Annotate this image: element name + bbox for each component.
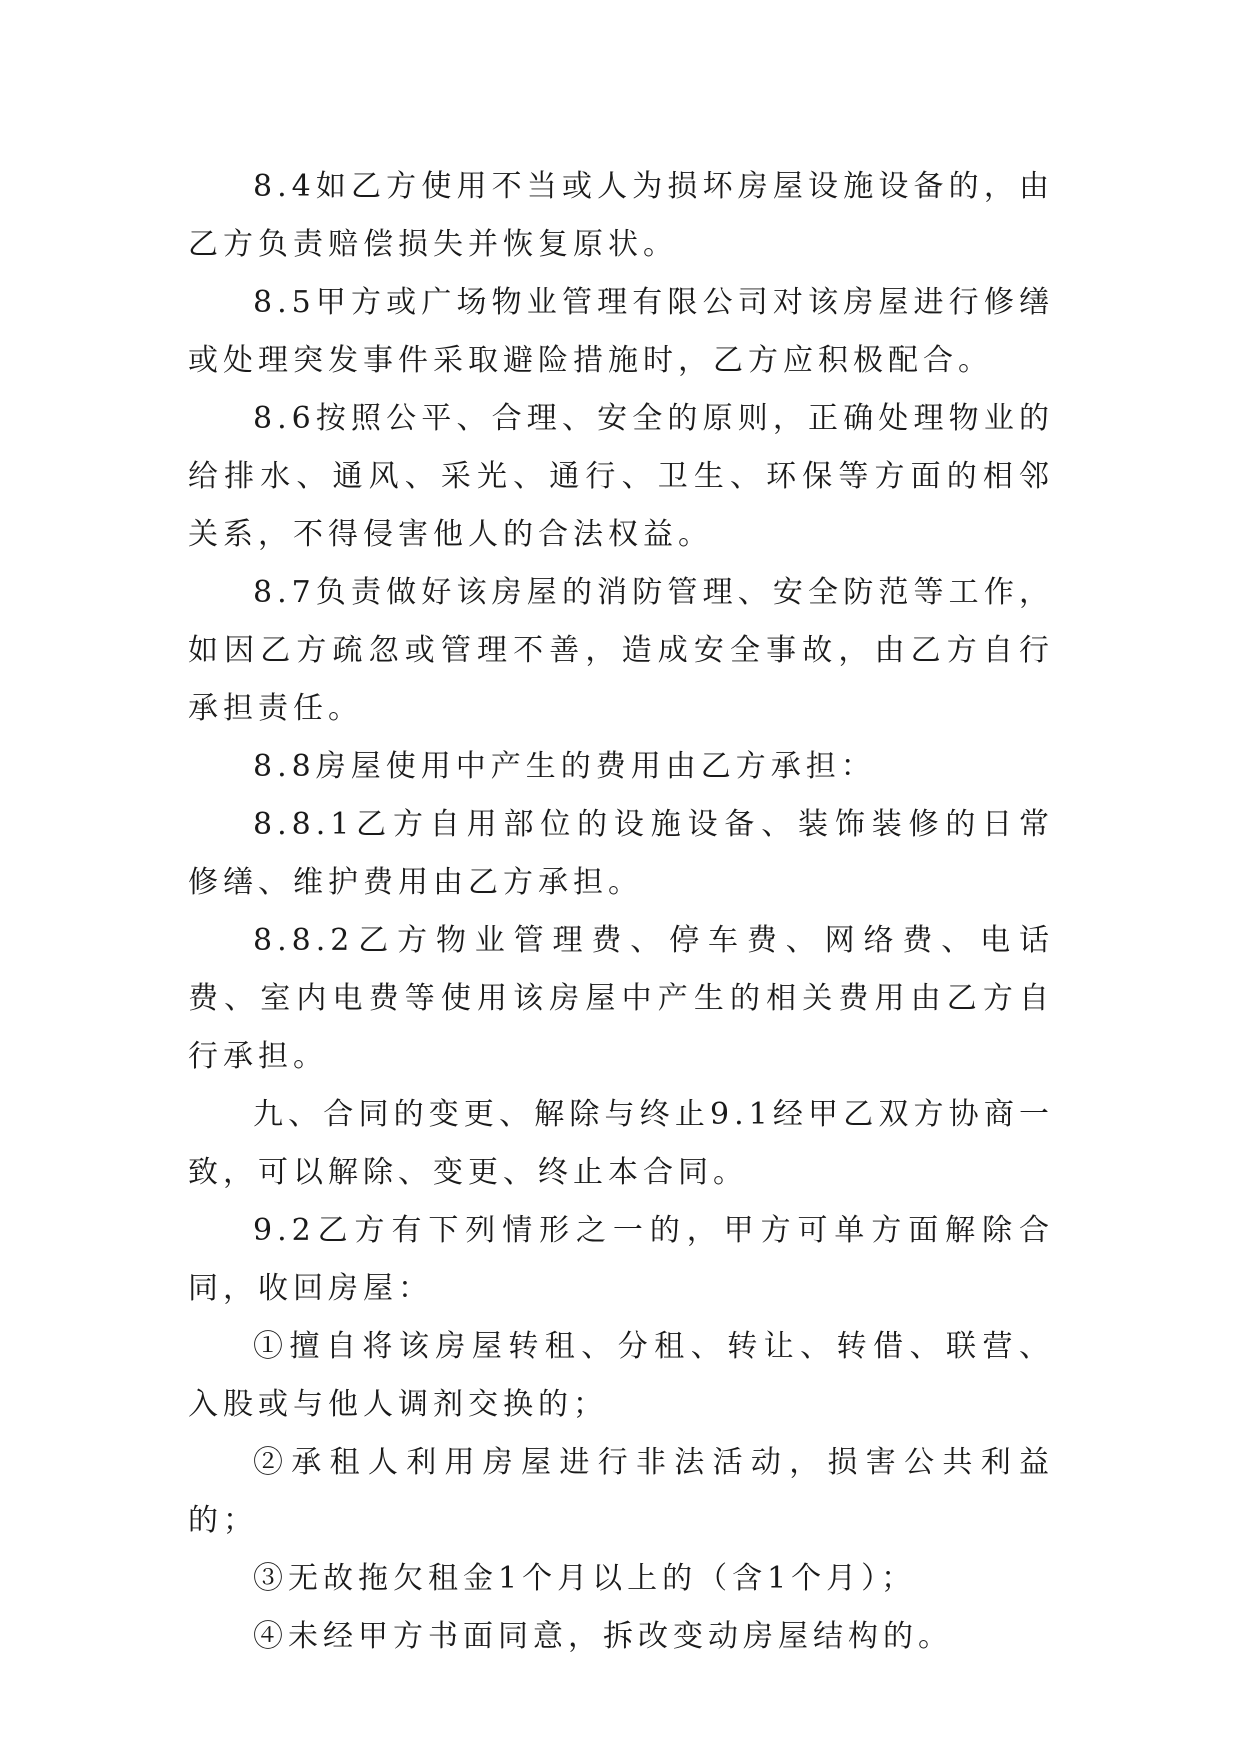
paragraph-8-8: 8.8房屋使用中产生的费用由乙方承担：: [253, 749, 876, 784]
list-item-4: ④未经甲方书面同意，拆改变动房屋结构的。: [253, 1619, 953, 1654]
paragraph-9-1: 九、合同的变更、解除与终止9.1经甲乙双方协商一致，可以解除、变更、终止本合同。: [188, 1097, 1054, 1190]
paragraph-8-7: 8.7负责做好该房屋的消防管理、安全防范等工作，如因乙方疏忽或管理不善，造成安全事故，由乙方自行承担责任。: [188, 575, 1054, 726]
list-item-1: ①擅自将该房屋转租、分租、转让、转借、联营、入股或与他人调剂交换的；: [188, 1329, 1054, 1422]
paragraph-9-2: 9.2乙方有下列情形之一的，甲方可单方面解除合同，收回房屋：: [188, 1213, 1054, 1306]
paragraph-8-5: 8.5甲方或广场物业管理有限公司对该房屋进行修缮或处理突发事件采取避险措施时，乙方应积极配合。: [188, 285, 1054, 378]
list-item-3: ③无故拖欠租金1个月以上的（含1个月）；: [253, 1561, 917, 1596]
paragraph-8-4: 8.4如乙方使用不当或人为损坏房屋设施设备的，由乙方负责赔偿损失并恢复原状。: [188, 169, 1054, 262]
list-item-2: ②承租人利用房屋进行非法活动，损害公共利益的；: [188, 1445, 1054, 1538]
paragraph-8-8-2: 8.8.2乙方物业管理费、停车费、网络费、电话费、室内电费等使用该房屋中产生的相关费用由乙方自行承担。: [188, 923, 1054, 1074]
paragraph-8-8-1: 8.8.1乙方自用部位的设施设备、装饰装修的日常修缮、维护费用由乙方承担。: [188, 807, 1054, 900]
paragraph-8-6: 8.6按照公平、合理、安全的原则，正确处理物业的给排水、通风、采光、通行、卫生、环保等方面的相邻关系，不得侵害他人的合法权益。: [188, 401, 1054, 552]
document-body: [188, 158, 1054, 1666]
